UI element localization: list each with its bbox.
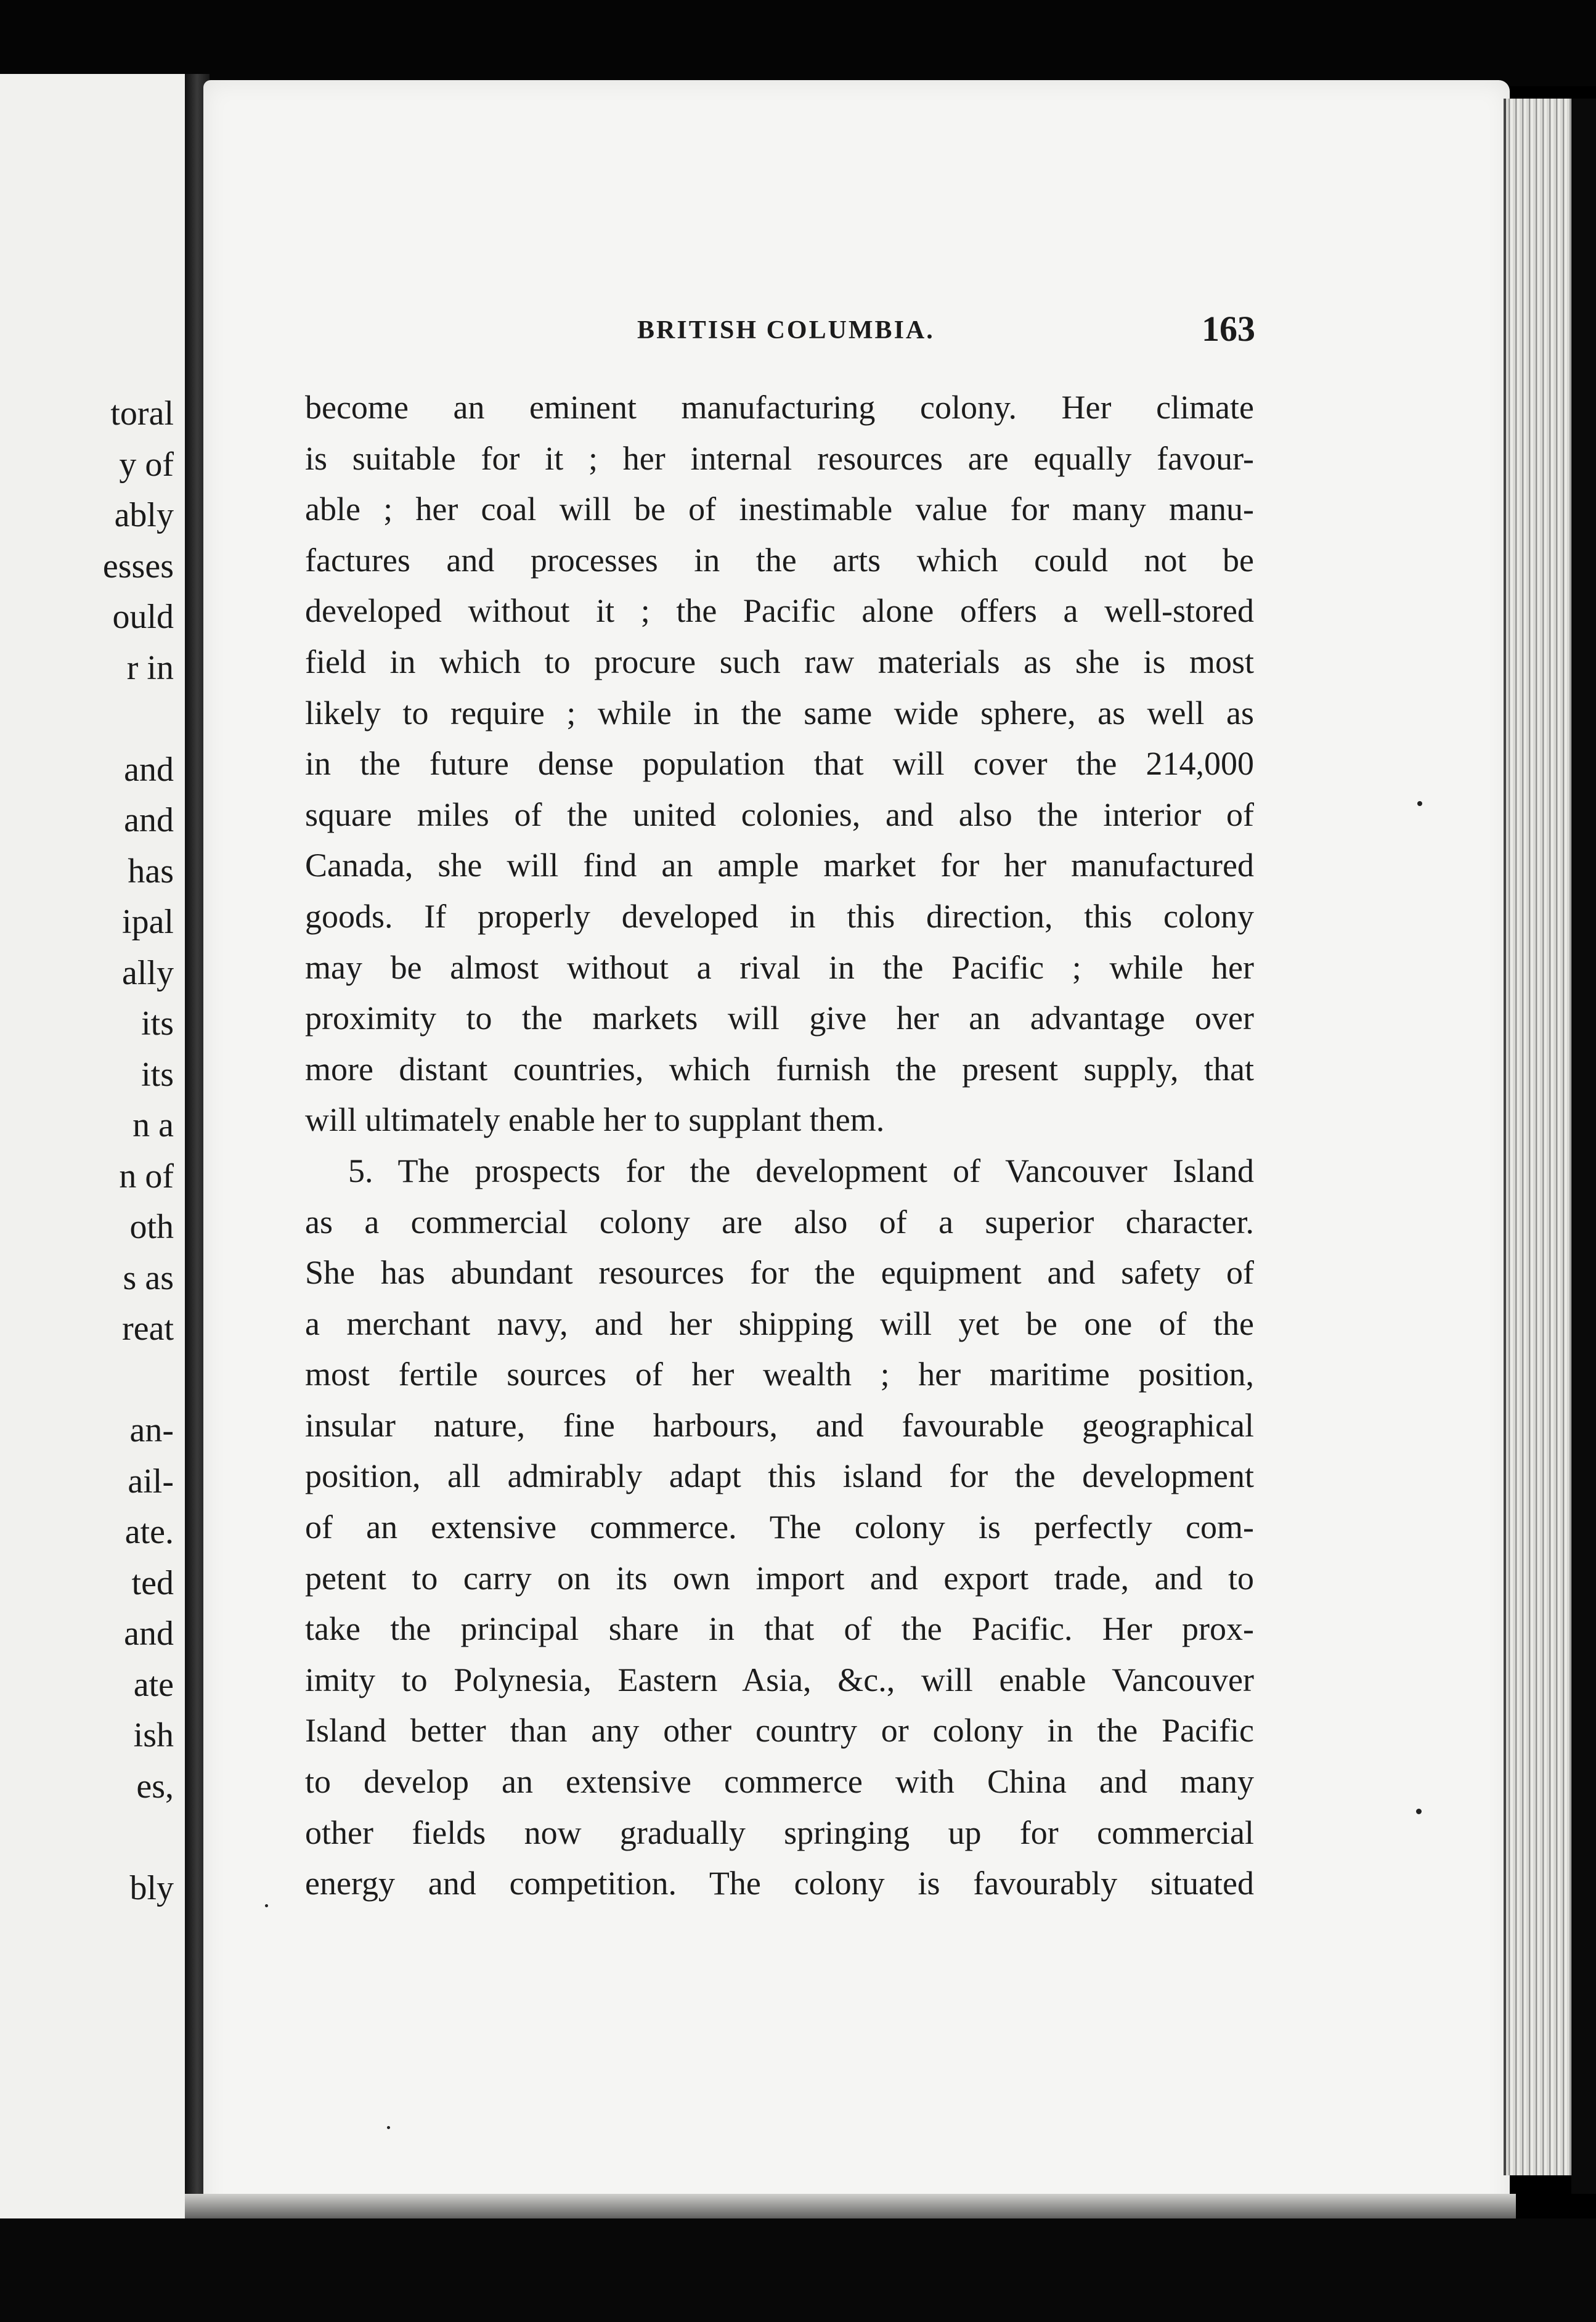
previous-page-fragment: ish [133, 1716, 174, 1754]
text-line: in the future dense population that will cover the 214,000 [305, 745, 1254, 783]
previous-page-fragment: s as [123, 1258, 174, 1297]
scan-top-border [0, 0, 1596, 86]
previous-page-fragment: and [124, 750, 174, 789]
text-line: petent to carry on its own import and export trade, and to [305, 1559, 1254, 1597]
previous-page-fragment: es, [136, 1767, 174, 1806]
previous-page-fragment: r in [126, 648, 174, 687]
text-line: imity to Polynesia, Eastern Asia, &c., will enable Vancouver [305, 1661, 1254, 1698]
text-line: square miles of the united colonies, and also the interior of [305, 796, 1254, 833]
scan-speck [265, 1904, 268, 1907]
body-text [305, 382, 1254, 1909]
previous-page-fragment: ally [122, 953, 174, 992]
text-line: of an extensive commerce. The colony is perfectly com- [305, 1509, 1254, 1546]
text-line: proximity to the markets will give her an advantage over [305, 1000, 1254, 1037]
previous-page-fragment: ate [133, 1665, 174, 1704]
text-line: a merchant navy, and her shipping will yet be one of the [305, 1305, 1254, 1342]
scan-speck [387, 2126, 390, 2129]
scan-right-border [1571, 99, 1596, 2194]
previous-page-fragment [26, 1812, 174, 1863]
text-line: field in which to procure such raw materials as she is most [305, 643, 1254, 680]
previous-page-fragment: has [128, 852, 174, 890]
running-head: BRITISH COLUMBIA. [637, 316, 935, 344]
previous-page-fragment: oth [129, 1208, 174, 1246]
previous-page-fragment: its [141, 1055, 174, 1094]
previous-page-fragment: ipal [122, 903, 174, 941]
previous-page [0, 74, 189, 2218]
previous-page-fragment: ably [114, 496, 174, 534]
previous-page-fragment: reat [122, 1310, 174, 1348]
text-line: Canada, she will find an ample market for her manufactured [305, 847, 1254, 884]
previous-page-fragment: n a [132, 1106, 174, 1144]
previous-page-fragment: ate. [124, 1513, 174, 1551]
text-line: 5. The prospects for the development of Vancouver Island [348, 1152, 1254, 1189]
text-line: take the principal share in that of the Pacific. Her prox- [305, 1610, 1254, 1648]
previous-page-fragment: bly [129, 1868, 174, 1907]
previous-page-fragment: and [124, 801, 174, 839]
previous-page-fragment: ould [112, 598, 174, 636]
previous-page-fragment [26, 1354, 174, 1406]
previous-page-fragment: esses [102, 547, 174, 585]
text-line: insular nature, fine harbours, and favourable geographical [305, 1406, 1254, 1444]
text-line: likely to require ; while in the same wide sphere, as well as [305, 694, 1254, 731]
text-line: may be almost without a rival in the Pacific ; while her [305, 948, 1254, 986]
text-line: goods. If properly developed in this direction, this colony [305, 897, 1254, 935]
text-line: factures and processes in the arts which could not be [305, 541, 1254, 579]
previous-page-fragment: an- [129, 1411, 174, 1449]
text-line: energy and competition. The colony is favourably situated [305, 1865, 1254, 1902]
text-line: become an eminent manufacturing colony. Her climate [305, 389, 1254, 426]
text-line: developed without it ; the Pacific alone offers a well-stored [305, 592, 1254, 630]
text-line: most fertile sources of her wealth ; her maritime position, [305, 1356, 1254, 1393]
scan-speck [1416, 1809, 1422, 1814]
text-line: as a commercial colony are also of a superior character. [305, 1203, 1254, 1240]
text-line: other fields now gradually springing up for commercial [305, 1814, 1254, 1851]
previous-page-fragment: n of [119, 1157, 174, 1196]
text-line: more distant countries, which furnish the present supply, that [305, 1050, 1254, 1088]
previous-page-fragment: toral [110, 394, 174, 433]
scan-bottom-border [0, 2218, 1596, 2322]
text-line: will ultimately enable her to supplant them. [305, 1101, 885, 1139]
previous-page-text-fragments [26, 388, 174, 1913]
previous-page-fragment [26, 693, 174, 744]
page-number: 163 [1202, 309, 1255, 349]
previous-page-fragment: ted [131, 1563, 174, 1602]
previous-page-fragment: y of [119, 445, 174, 484]
text-line: She has abundant resources for the equipment and safety of [305, 1254, 1254, 1292]
text-line: is suitable for it ; her internal resources are equally favour- [305, 439, 1254, 477]
text-line: Island better than any other country or colony in the Pacific [305, 1712, 1254, 1750]
text-line: able ; her coal will be of inestimable value for many manu- [305, 491, 1254, 528]
previous-page-fragment: and [124, 1615, 174, 1653]
previous-page-fragment: ail- [128, 1462, 174, 1501]
page-edge-stack [1504, 99, 1574, 2175]
scan-speck [1417, 801, 1422, 806]
previous-page-fragment: its [141, 1004, 174, 1043]
text-line: position, all admirably adapt this island for the development [305, 1457, 1254, 1495]
text-line: to develop an extensive commerce with China and many [305, 1763, 1254, 1801]
